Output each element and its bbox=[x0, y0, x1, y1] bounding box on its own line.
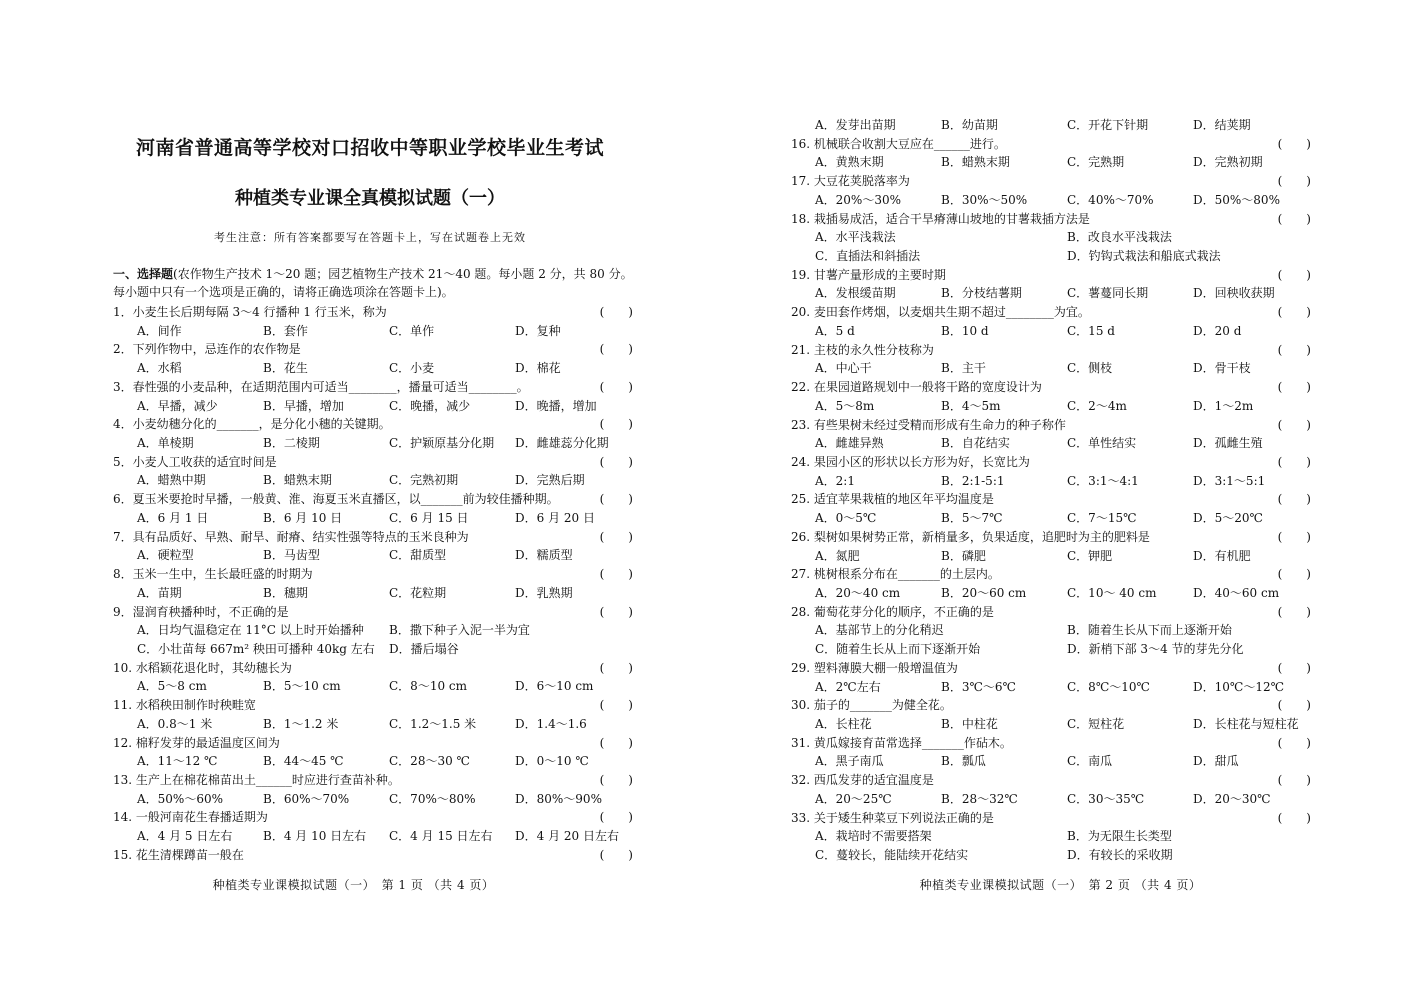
question-stem bbox=[791, 696, 1311, 715]
answer-options bbox=[113, 471, 633, 490]
answer-option: D．完熟后期 bbox=[515, 473, 585, 488]
answer-option: D．4 月 20 日左右 bbox=[515, 829, 619, 844]
answer-options bbox=[791, 584, 1311, 603]
answer-option: D．糯质型 bbox=[515, 548, 573, 563]
question-stem bbox=[113, 528, 633, 547]
question-text: 3．春性强的小麦品种，在适期范围内可适当________，播量可适当________。 bbox=[113, 379, 529, 394]
answer-option: B．28～32℃ bbox=[941, 791, 1018, 806]
answer-options bbox=[113, 752, 633, 771]
answer-option: C．4 月 15 日左右 bbox=[389, 829, 493, 844]
answer-option: C．晚播，减少 bbox=[389, 398, 471, 413]
answer-parenthesis: ( ) bbox=[599, 567, 633, 582]
answer-option: B．5～10 cm bbox=[263, 679, 341, 694]
answer-option: D．回秧收获期 bbox=[1193, 286, 1275, 301]
question-text: 33. 关于矮生种菜豆下列说法正确的是 bbox=[791, 810, 994, 825]
answer-option: B．改良水平浅栽法 bbox=[1067, 230, 1172, 245]
answer-option: B．6 月 10 日 bbox=[263, 510, 343, 525]
question-text: 22. 在果园道路规划中一般将干路的宽度设计为 bbox=[791, 380, 1042, 395]
answer-parenthesis: ( ) bbox=[1277, 267, 1311, 282]
answer-options bbox=[791, 434, 1311, 453]
answer-option: C．8℃～10℃ bbox=[1067, 679, 1150, 694]
answer-option: B．2:1-5:1 bbox=[941, 473, 1005, 488]
question-stem bbox=[791, 453, 1311, 472]
question-stem bbox=[113, 490, 633, 509]
answer-option: D．复种 bbox=[515, 323, 561, 338]
answer-option: B．二棱期 bbox=[263, 436, 320, 451]
question-text: 28. 葡萄花芽分化的顺序，不正确的是 bbox=[791, 604, 994, 619]
answer-option: A．中心干 bbox=[815, 361, 872, 376]
answer-option: A．日均气温稳定在 11°C 以上时开始播种 bbox=[137, 623, 364, 638]
answer-option: B．主干 bbox=[941, 361, 986, 376]
question-stem bbox=[113, 808, 633, 827]
answer-parenthesis: ( ) bbox=[1277, 810, 1311, 825]
answer-options bbox=[113, 640, 633, 659]
answer-option: A．氮肥 bbox=[815, 548, 860, 563]
answer-parenthesis: ( ) bbox=[1277, 174, 1311, 189]
answer-parenthesis: ( ) bbox=[599, 454, 633, 469]
question-text: 32. 西瓜发芽的适宜温度是 bbox=[791, 773, 934, 788]
answer-option: A．蜡熟中期 bbox=[137, 473, 206, 488]
question-text: 23. 有些果树未经过受精而形成有生命力的种子称作 bbox=[791, 417, 1066, 432]
answer-options bbox=[113, 546, 633, 565]
answer-option: D．50%～80% bbox=[1193, 192, 1280, 207]
answer-options bbox=[791, 790, 1311, 809]
answer-option: A．单棱期 bbox=[137, 436, 194, 451]
answer-option: C．护颖原基分化期 bbox=[389, 436, 495, 451]
answer-parenthesis: ( ) bbox=[1277, 604, 1311, 619]
answer-option: C．随着生长从上而下逐渐开始 bbox=[815, 642, 981, 657]
exam-page-2 bbox=[707, 0, 1414, 999]
question-stem bbox=[791, 172, 1311, 191]
answer-option: D．3:1～5:1 bbox=[1193, 473, 1266, 488]
answer-parenthesis: ( ) bbox=[1277, 660, 1311, 675]
answer-options bbox=[113, 322, 633, 341]
question-stem bbox=[791, 565, 1311, 584]
answer-option: D．1～2m bbox=[1193, 398, 1254, 413]
answer-option: B．蜡熟末期 bbox=[941, 155, 1010, 170]
answer-option: D．结荚期 bbox=[1193, 118, 1251, 132]
answer-options bbox=[791, 752, 1311, 771]
answer-option: A．水平浅栽法 bbox=[815, 230, 896, 245]
answer-option: B．4 月 10 日左右 bbox=[263, 829, 367, 844]
answer-option: B．60%～70% bbox=[263, 791, 350, 806]
answer-option: B．撒下种子入泥一半为宜 bbox=[389, 623, 530, 638]
answer-option: C．15 d bbox=[1067, 323, 1115, 338]
answer-option: C．28～30 ℃ bbox=[389, 754, 470, 769]
section-description-cont: 每小题中只有一个选项是正确的，请将正确选项涂在答题卡上)。 bbox=[113, 285, 454, 299]
question-stem bbox=[791, 210, 1311, 229]
question-text: 25. 适宜苹果栽植的地区年平均温度是 bbox=[791, 492, 994, 507]
answer-option: D．骨干枝 bbox=[1193, 361, 1251, 376]
answer-option: A．0.8～1 米 bbox=[137, 716, 213, 731]
answer-parenthesis: ( ) bbox=[1277, 417, 1311, 432]
answer-parenthesis: ( ) bbox=[1277, 698, 1311, 713]
answer-parenthesis: ( ) bbox=[1277, 492, 1311, 507]
question-text: 24. 果园小区的形状以长方形为好，长宽比为 bbox=[791, 454, 1030, 469]
answer-option: A．5～8m bbox=[815, 398, 875, 413]
answer-option: C．开花下针期 bbox=[1067, 118, 1149, 132]
answer-options bbox=[791, 827, 1311, 846]
question-text: 27. 桃树根系分布在_______的土层内。 bbox=[791, 567, 1000, 582]
answer-option: A．6 月 1 日 bbox=[137, 510, 209, 525]
answer-option: D．20 d bbox=[1193, 323, 1242, 338]
answer-option: A．栽培时不需要搭架 bbox=[815, 829, 932, 844]
question-stem bbox=[113, 415, 633, 434]
answer-option: C．完熟期 bbox=[1067, 155, 1125, 170]
answer-option: A．0～5℃ bbox=[815, 511, 877, 526]
answer-parenthesis: ( ) bbox=[599, 305, 633, 319]
question-text: 16. 机械联合收割大豆应在______进行。 bbox=[791, 136, 1006, 151]
answer-parenthesis: ( ) bbox=[599, 492, 633, 507]
answer-options bbox=[791, 621, 1311, 640]
answer-option: A．5 d bbox=[815, 323, 855, 338]
answer-parenthesis: ( ) bbox=[599, 772, 633, 787]
answer-parenthesis: ( ) bbox=[1277, 773, 1311, 788]
answer-option: A．发芽出苗期 bbox=[815, 118, 896, 132]
question-stem bbox=[791, 809, 1311, 828]
answer-option: C．小麦 bbox=[389, 361, 435, 376]
question-stem bbox=[113, 771, 633, 790]
answer-option: C．薯蔓同长期 bbox=[1067, 286, 1149, 301]
answer-options bbox=[791, 678, 1311, 697]
answer-option: B．4～5m bbox=[941, 398, 1001, 413]
question-text: 15. 花生清棵蹲苗一般在 bbox=[113, 847, 244, 862]
answer-option: A．黄熟末期 bbox=[815, 155, 884, 170]
question-stem bbox=[113, 453, 633, 472]
question-stem bbox=[791, 416, 1311, 435]
answer-options bbox=[791, 397, 1311, 416]
answer-parenthesis: ( ) bbox=[1277, 305, 1311, 320]
answer-option: B．20～60 cm bbox=[941, 585, 1027, 600]
answer-options bbox=[113, 584, 633, 603]
answer-option: D．有较长的采收期 bbox=[1067, 848, 1173, 863]
answer-option: C．钾肥 bbox=[1067, 548, 1113, 563]
question-list-page-2 bbox=[791, 116, 1311, 865]
question-stem bbox=[113, 846, 633, 865]
answer-option: B．分枝结薯期 bbox=[941, 286, 1022, 301]
question-stem bbox=[113, 734, 633, 753]
answer-option: C．7～15℃ bbox=[1067, 511, 1137, 526]
question-text: 12. 棉籽发芽的最适温度区间为 bbox=[113, 735, 280, 750]
question-text: 2．下列作物中，忌连作的农作物是 bbox=[113, 342, 301, 357]
answer-option: B．5～7℃ bbox=[941, 511, 1003, 526]
answer-option: C．小壮苗每 667m² 秧田可播种 40kg 左右 bbox=[137, 641, 375, 656]
answer-options bbox=[791, 284, 1311, 303]
answer-parenthesis: ( ) bbox=[599, 735, 633, 750]
page-footer: 种植类专业课模拟试题（一） 第 2 页 （共 4 页） bbox=[919, 878, 1202, 892]
answer-option: C．6 月 15 日 bbox=[389, 510, 469, 525]
question-stem bbox=[791, 771, 1311, 790]
question-text: 19. 甘薯产量形成的主要时期 bbox=[791, 267, 946, 282]
answer-option: C．侧枝 bbox=[1067, 361, 1113, 376]
answer-option: D．20～30℃ bbox=[1193, 791, 1271, 806]
answer-option: D．10℃～12℃ bbox=[1193, 679, 1285, 694]
answer-options bbox=[113, 715, 633, 734]
answer-option: B．1～1.2 米 bbox=[263, 716, 339, 731]
answer-option: A．黑子南瓜 bbox=[815, 754, 884, 769]
answer-option: A．长柱花 bbox=[815, 717, 872, 731]
question-text: 1．小麦生长后期每隔 3～4 行播种 1 行玉米，称为 bbox=[113, 305, 387, 319]
answer-options bbox=[791, 472, 1311, 491]
answer-option: D．5～20℃ bbox=[1193, 511, 1263, 526]
answer-option: D．6 月 20 日 bbox=[515, 510, 595, 525]
answer-options bbox=[113, 677, 633, 696]
answer-option: B．中柱花 bbox=[941, 717, 998, 731]
answer-option: A．2℃左右 bbox=[815, 679, 881, 694]
candidate-notice: 考生注意：所有答案都要写在答题卡上，写在试题卷上无效 bbox=[214, 231, 526, 244]
answer-parenthesis: ( ) bbox=[1277, 529, 1311, 544]
answer-option: C．40%～70% bbox=[1067, 192, 1154, 207]
answer-option: A．水稻 bbox=[137, 361, 182, 376]
answer-options bbox=[113, 790, 633, 809]
answer-option: C．南瓜 bbox=[1067, 754, 1113, 769]
answer-option: B．44～45 ℃ bbox=[263, 754, 344, 769]
answer-option: C．1.2～1.5 米 bbox=[389, 716, 477, 731]
answer-option: C．甜质型 bbox=[389, 548, 447, 563]
answer-option: C．单作 bbox=[389, 323, 435, 338]
answer-option: D．雌雄蕊分化期 bbox=[515, 436, 609, 451]
question-text: 14. 一般河南花生春播适期为 bbox=[113, 810, 268, 825]
question-stem bbox=[791, 266, 1311, 285]
answer-option: A．4 月 5 日左右 bbox=[137, 829, 233, 844]
answer-options bbox=[113, 827, 633, 846]
question-stem bbox=[791, 603, 1311, 622]
answer-option: D．棉花 bbox=[515, 361, 561, 376]
answer-parenthesis: ( ) bbox=[599, 379, 633, 394]
answer-option: B．30%～50% bbox=[941, 192, 1028, 207]
answer-options bbox=[791, 116, 1311, 135]
answer-options bbox=[113, 621, 633, 640]
answer-option: A．间作 bbox=[137, 323, 182, 338]
question-stem bbox=[113, 696, 633, 715]
answer-option: A．早播，减少 bbox=[137, 398, 218, 413]
answer-option: D．6～10 cm bbox=[515, 679, 594, 694]
answer-parenthesis: ( ) bbox=[1277, 380, 1311, 395]
question-text: 18. 栽插易成活，适合干旱瘠薄山坡地的甘薯栽插方法是 bbox=[791, 211, 1090, 226]
answer-option: C．蔓较长，能陆续开花结实 bbox=[815, 848, 969, 863]
answer-parenthesis: ( ) bbox=[599, 342, 633, 357]
answer-option: B．为无限生长类型 bbox=[1067, 829, 1172, 844]
answer-option: B．幼苗期 bbox=[941, 118, 998, 132]
question-list-page-1 bbox=[113, 303, 633, 865]
question-stem bbox=[791, 303, 1311, 322]
answer-option: B．马齿型 bbox=[263, 548, 320, 563]
answer-option: D．80%～90% bbox=[515, 791, 602, 806]
answer-options bbox=[791, 640, 1311, 659]
answer-option: D．甜瓜 bbox=[1193, 754, 1239, 769]
section-intro bbox=[113, 265, 633, 301]
question-text: 13. 生产上在棉花棉苗出土______时应进行查苗补种。 bbox=[113, 772, 400, 787]
question-text: 4．小麦幼穗分化的_______，是分化小穗的关键期。 bbox=[113, 417, 391, 432]
answer-option: A．5～8 cm bbox=[137, 679, 207, 694]
page-footer: 种植类专业课模拟试题（一） 第 1 页 （共 4 页） bbox=[212, 878, 495, 892]
section-label: 一、选择题 bbox=[113, 267, 174, 281]
question-text: 7．具有品质好、早熟、耐旱、耐瘠、结实性强等特点的玉米良种为 bbox=[113, 529, 469, 544]
answer-option: B．3℃～6℃ bbox=[941, 679, 1016, 694]
answer-parenthesis: ( ) bbox=[599, 810, 633, 825]
answer-option: A．基部节上的分化稍迟 bbox=[815, 623, 944, 638]
answer-option: C．10～ 40 cm bbox=[1067, 585, 1157, 600]
question-stem bbox=[791, 378, 1311, 397]
answer-option: C．8～10 cm bbox=[389, 679, 468, 694]
question-stem bbox=[791, 734, 1311, 753]
answer-option: C．2～4m bbox=[1067, 398, 1127, 413]
answer-option: C．花粒期 bbox=[389, 585, 447, 600]
answer-parenthesis: ( ) bbox=[599, 660, 633, 675]
question-text: 8．玉米一生中，生长最旺盛的时期为 bbox=[113, 567, 313, 582]
answer-options bbox=[113, 509, 633, 528]
answer-option: A．50%～60% bbox=[137, 791, 224, 806]
answer-option: C．单性结实 bbox=[1067, 436, 1137, 451]
answer-option: A．苗期 bbox=[137, 585, 182, 600]
question-text: 11. 水稻秧田制作时秧畦宽 bbox=[113, 698, 256, 713]
answer-parenthesis: ( ) bbox=[1277, 567, 1311, 582]
answer-parenthesis: ( ) bbox=[599, 604, 633, 619]
answer-option: B．穗期 bbox=[263, 585, 308, 600]
answer-options bbox=[791, 191, 1311, 210]
answer-option: A．20～25℃ bbox=[815, 791, 892, 806]
answer-option: B．瓢瓜 bbox=[941, 754, 986, 769]
answer-option: D．晚播，增加 bbox=[515, 398, 597, 413]
answer-option: D．乳熟期 bbox=[515, 585, 573, 600]
answer-option: B．早播，增加 bbox=[263, 398, 344, 413]
answer-options bbox=[113, 359, 633, 378]
answer-options bbox=[791, 509, 1311, 528]
question-text: 30. 茄子的_______为健全花。 bbox=[791, 698, 952, 713]
answer-option: B．套作 bbox=[263, 323, 308, 338]
answer-option: D．完熟初期 bbox=[1193, 155, 1263, 170]
question-stem bbox=[113, 603, 633, 622]
answer-options bbox=[791, 846, 1311, 865]
question-stem bbox=[113, 340, 633, 359]
question-stem bbox=[791, 341, 1311, 360]
answer-parenthesis: ( ) bbox=[1277, 454, 1311, 469]
answer-parenthesis: ( ) bbox=[1277, 136, 1311, 151]
answer-options bbox=[791, 247, 1311, 266]
question-text: 21. 主枝的永久性分枝称为 bbox=[791, 342, 934, 357]
answer-option: D．新梢下部 3～4 节的芽先分化 bbox=[1067, 642, 1244, 657]
answer-options bbox=[791, 359, 1311, 378]
answer-option: C．70%～80% bbox=[389, 791, 476, 806]
answer-options bbox=[791, 322, 1311, 341]
question-stem bbox=[791, 490, 1311, 509]
question-text: 20. 麦田套作烤烟，以麦烟共生期不超过________为宜。 bbox=[791, 305, 1090, 320]
question-stem bbox=[791, 135, 1311, 154]
answer-options bbox=[113, 434, 633, 453]
answer-options bbox=[791, 228, 1311, 247]
answer-option: D．有机肥 bbox=[1193, 548, 1251, 563]
answer-option: D．0～10 ℃ bbox=[515, 754, 589, 769]
answer-option: A．硬粒型 bbox=[137, 548, 194, 563]
exam-title: 河南省普通高等学校对口招收中等职业学校毕业生考试 bbox=[135, 137, 604, 159]
question-stem bbox=[113, 378, 633, 397]
answer-option: C．3:1～4:1 bbox=[1067, 473, 1139, 488]
question-stem bbox=[113, 565, 633, 584]
question-stem bbox=[113, 659, 633, 678]
answer-option: A．雌雄异熟 bbox=[815, 436, 884, 451]
question-text: 6．夏玉米要抢时早播，一般黄、淮、海夏玉米直播区，以_______前为较佳播种期。 bbox=[113, 492, 559, 507]
answer-options bbox=[791, 547, 1311, 566]
question-text: 29. 塑料薄膜大棚一般增温值为 bbox=[791, 660, 958, 675]
exam-subtitle: 种植类专业课全真模拟试题（一） bbox=[235, 188, 505, 209]
question-text: 5．小麦人工收获的适宜时间是 bbox=[113, 454, 277, 469]
answer-option: A．11～12 ℃ bbox=[137, 754, 218, 769]
question-text: 17. 大豆花荚脱落率为 bbox=[791, 174, 910, 189]
answer-option: B．随着生长从下而上逐渐开始 bbox=[1067, 623, 1232, 638]
question-text: 10. 水稻颖花退化时，其幼穗长为 bbox=[113, 660, 292, 675]
answer-parenthesis: ( ) bbox=[1277, 211, 1311, 226]
answer-option: C．30～35℃ bbox=[1067, 791, 1145, 806]
answer-options bbox=[791, 153, 1311, 172]
question-stem bbox=[113, 303, 633, 322]
answer-parenthesis: ( ) bbox=[599, 847, 633, 862]
answer-option: B．磷肥 bbox=[941, 548, 986, 563]
answer-option: B．10 d bbox=[941, 323, 989, 338]
answer-option: A．20%～30% bbox=[815, 192, 902, 207]
answer-option: D．播后塌谷 bbox=[389, 641, 459, 656]
answer-options bbox=[113, 397, 633, 416]
answer-option: A．2:1 bbox=[815, 473, 855, 488]
answer-option: D．孤雌生殖 bbox=[1193, 436, 1263, 451]
answer-parenthesis: ( ) bbox=[1277, 342, 1311, 357]
answer-option: D．40～60 cm bbox=[1193, 585, 1280, 600]
question-text: 31. 黄瓜嫁接育苗常选择_______作砧木。 bbox=[791, 735, 1012, 750]
answer-option: B．蜡熟末期 bbox=[263, 473, 332, 488]
answer-option: B．花生 bbox=[263, 361, 308, 376]
answer-option: D．1.4～1.6 bbox=[515, 716, 587, 731]
answer-option: C．完熟初期 bbox=[389, 473, 459, 488]
answer-parenthesis: ( ) bbox=[599, 529, 633, 544]
question-text: 9．湿润育秧播种时，不正确的是 bbox=[113, 604, 289, 619]
answer-options bbox=[791, 715, 1311, 734]
answer-option: C．短柱花 bbox=[1067, 717, 1125, 731]
question-stem bbox=[791, 528, 1311, 547]
answer-option: D．钓钩式栽法和船底式栽法 bbox=[1067, 249, 1221, 264]
answer-option: A．20～40 cm bbox=[815, 585, 901, 600]
answer-parenthesis: ( ) bbox=[1277, 735, 1311, 750]
question-text: 26. 梨树如果树势正常，新梢量多，负果适度，追肥时为主的肥料是 bbox=[791, 529, 1150, 544]
answer-option: B．自花结实 bbox=[941, 436, 1010, 451]
section-description: (农作物生产技术 1～20 题；园艺植物生产技术 21～40 题。每小题 2 分，共 80 分。 bbox=[173, 267, 633, 281]
answer-parenthesis: ( ) bbox=[599, 698, 633, 713]
answer-parenthesis: ( ) bbox=[599, 417, 633, 432]
answer-option: D．长柱花与短柱花 bbox=[1193, 717, 1299, 731]
answer-option: C．直插法和斜插法 bbox=[815, 249, 921, 264]
answer-option: A．发根缓苗期 bbox=[815, 286, 896, 301]
question-stem bbox=[791, 659, 1311, 678]
